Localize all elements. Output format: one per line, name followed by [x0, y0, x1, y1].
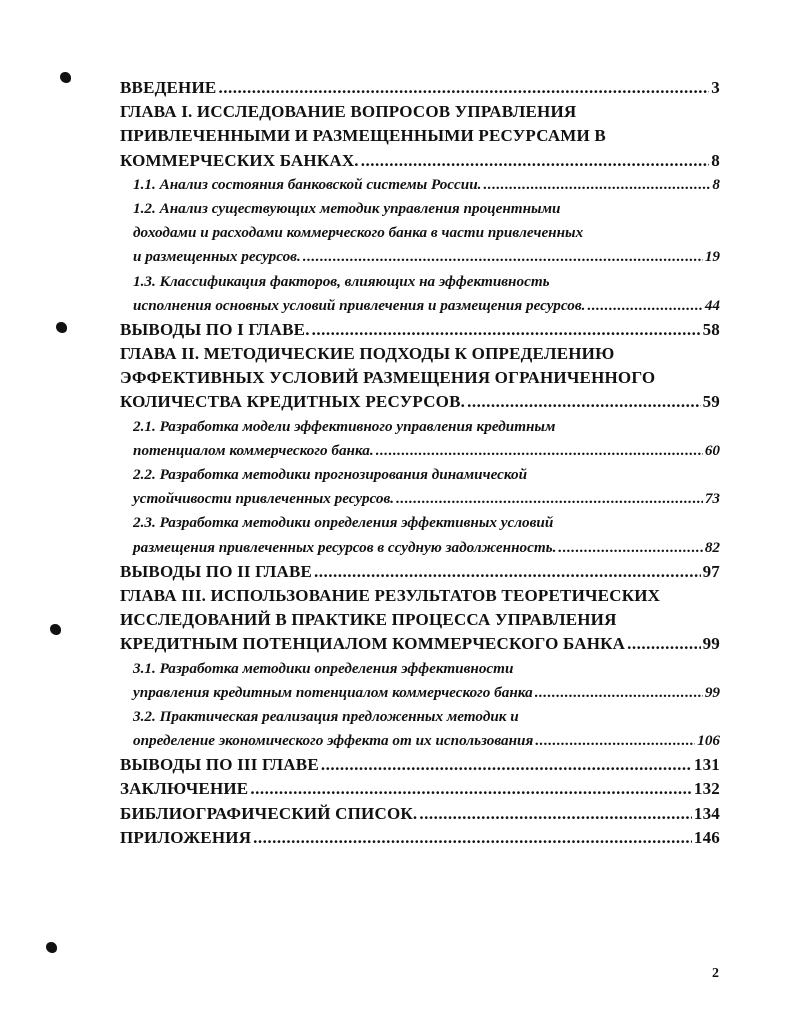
- toc-leader-dots: [535, 681, 703, 705]
- toc-chapter-line: [120, 777, 720, 801]
- toc-entry-text: 2.2. Разработка методики прогнозирования динамической: [133, 466, 528, 483]
- toc-entry-text: исполнения основных условий привлечения и размещения ресурсов.: [133, 296, 586, 314]
- ink-blot: [46, 942, 57, 953]
- toc-section-line: [120, 705, 720, 729]
- toc-entry-text: ВЫВОДЫ ПО III ГЛАВЕ: [120, 755, 319, 775]
- toc-leader-dots: [627, 632, 700, 656]
- toc-entry-text: КОЛИЧЕСТВА КРЕДИТНЫХ РЕСУРСОВ.: [120, 392, 466, 412]
- toc-section-line: [120, 415, 720, 439]
- toc-leader-dots: [218, 76, 709, 100]
- toc-entry-text: ВЫВОДЫ ПО I ГЛАВЕ.: [120, 319, 310, 339]
- toc-entry-text: ЗАКЛЮЧЕНИЕ: [120, 779, 249, 799]
- toc-section-line: [120, 221, 720, 245]
- toc-page-number: 106: [697, 732, 720, 750]
- toc-leader-dots: [376, 439, 703, 463]
- toc-chapter-line: [120, 390, 720, 414]
- toc-entry-text: БИБЛИОГРАФИЧЕСКИЙ СПИСОК.: [120, 803, 418, 823]
- toc-chapter-line: [120, 584, 720, 608]
- toc-page-number: 58: [702, 319, 720, 339]
- toc-section-line: [120, 729, 720, 753]
- toc-entry-text: ПРИЛОЖЕНИЯ: [120, 827, 252, 847]
- toc-entry-text: ПРИВЛЕЧЕННЫМИ И РАЗМЕЩЕННЫМИ РЕСУРСАМИ В: [120, 126, 606, 146]
- toc-page-number: 131: [693, 755, 720, 775]
- toc-section-line: [120, 439, 720, 463]
- toc-entry-text: устойчивости привлеченных ресурсов.: [133, 490, 395, 508]
- toc-entry-text: определение экономического эффекта от их использования: [133, 732, 534, 750]
- toc-entry-text: 2.1. Разработка модели эффективного управления кредитным: [133, 417, 556, 435]
- toc-entry-text: ГЛАВА I. ИССЛЕДОВАНИЕ ВОПРОСОВ УПРАВЛЕНИЯ: [120, 102, 577, 122]
- toc-section-line: [120, 536, 720, 560]
- toc-leader-dots: [558, 536, 702, 560]
- toc-page-number: 3: [711, 78, 720, 97]
- toc-page-number: 97: [702, 561, 720, 581]
- toc-chapter-line: [120, 149, 720, 173]
- toc-leader-dots: [314, 560, 701, 584]
- toc-entry-text: КРЕДИТНЫМ ПОТЕНЦИАЛОМ КОММЕРЧЕСКОГО БАНКА: [120, 634, 626, 654]
- toc-section-line: [120, 657, 720, 681]
- toc-page-number: 60: [704, 441, 720, 459]
- toc-entry-text: 3.1. Разработка методики определения эффективности: [133, 659, 514, 677]
- toc-page-number: 134: [693, 803, 720, 823]
- ink-blot: [56, 322, 67, 333]
- toc-entry-text: и размещенных ресурсов.: [133, 248, 301, 266]
- toc-section-line: [120, 245, 720, 269]
- toc-entry-text: КОММЕРЧЕСКИХ БАНКАХ.: [120, 150, 359, 170]
- toc-chapter-line: [120, 826, 720, 850]
- toc-leader-dots: [253, 826, 692, 850]
- toc-entry-text: ВЫВОДЫ ПО II ГЛАВЕ: [120, 561, 313, 581]
- toc-entry-text: 3.2. Практическая реализация предложенных методик и: [133, 707, 519, 725]
- toc-leader-dots: [303, 245, 703, 269]
- toc-page-number: 8: [712, 175, 720, 193]
- toc-entry-text: размещения привлеченных ресурсов в ссудную задолженность.: [133, 538, 557, 556]
- toc-entry-text: управления кредитным потенциалом коммерческого банка: [133, 683, 533, 701]
- toc-leader-dots: [312, 318, 701, 342]
- toc-chapter-line: [120, 632, 720, 656]
- toc-entry-text: ГЛАВА II. МЕТОДИЧЕСКИЕ ПОДХОДЫ К ОПРЕДЕЛЕНИЮ: [120, 344, 615, 364]
- toc-leader-dots: [419, 802, 692, 826]
- toc-leader-dots: [250, 777, 692, 801]
- toc-leader-dots: [467, 390, 701, 414]
- toc-entry-text: доходами и расходами коммерческого банка в части привлеченных: [133, 224, 584, 242]
- toc-chapter-line: [120, 366, 720, 390]
- toc-section-line: [120, 487, 720, 511]
- toc-entry-text: ИССЛЕДОВАНИЙ В ПРАКТИКЕ ПРОЦЕССА УПРАВЛЕНИЯ: [120, 610, 617, 630]
- page-number: 2: [712, 966, 719, 981]
- toc-leader-dots: [396, 487, 703, 511]
- toc-chapter-line: [120, 124, 720, 148]
- toc-section-line: [120, 270, 720, 294]
- toc-page-number: 99: [704, 683, 720, 701]
- toc-leader-dots: [587, 294, 702, 318]
- toc-entry-text: 1.3. Классификация факторов, влияющих на эффективность: [133, 272, 550, 290]
- toc-leader-dots: [321, 753, 692, 777]
- toc-entry-text: ВВЕДЕНИЕ: [120, 78, 217, 97]
- toc-leader-dots: [483, 173, 710, 197]
- toc-section-line: [120, 463, 720, 487]
- toc-page-number: 146: [693, 827, 720, 847]
- ink-blot: [50, 624, 61, 635]
- toc-chapter-line: [120, 76, 720, 100]
- toc-page-number: 82: [704, 538, 720, 556]
- toc-chapter-line: [120, 100, 720, 124]
- toc-chapter-line: [120, 802, 720, 826]
- toc-leader-dots: [361, 149, 710, 173]
- toc-entry-text: 1.2. Анализ существующих методик управления процентными: [133, 199, 561, 217]
- ink-blot: [60, 72, 71, 83]
- table-of-contents: [120, 76, 720, 850]
- toc-page-number: 8: [711, 150, 720, 170]
- toc-chapter-line: [120, 753, 720, 777]
- toc-entry-text: потенциалом коммерческого банка.: [133, 441, 374, 459]
- toc-chapter-line: [120, 318, 720, 342]
- toc-chapter-line: [120, 342, 720, 366]
- toc-entry-text: ЭФФЕКТИВНЫХ УСЛОВИЙ РАЗМЕЩЕНИЯ ОГРАНИЧЕННОГО: [120, 368, 656, 388]
- toc-page-number: 132: [693, 779, 720, 799]
- toc-section-line: [120, 511, 720, 535]
- toc-page-number: 59: [702, 392, 720, 412]
- toc-section-line: [120, 681, 720, 705]
- toc-entry-text: ГЛАВА III. ИСПОЛЬЗОВАНИЕ РЕЗУЛЬТАТОВ ТЕОРЕТИЧЕСКИХ: [120, 585, 661, 605]
- toc-page-number: 99: [702, 634, 720, 654]
- toc-section-line: [120, 173, 720, 197]
- toc-page-number: 19: [704, 248, 720, 266]
- toc-chapter-line: [120, 608, 720, 632]
- toc-entry-text: 1.1. Анализ состояния банковской системы России.: [133, 175, 482, 193]
- toc-leader-dots: [535, 729, 695, 753]
- toc-entry-text: 2.3. Разработка методики определения эффективных условий: [133, 514, 554, 532]
- toc-section-line: [120, 197, 720, 221]
- toc-page-number: 44: [704, 296, 720, 314]
- toc-section-line: [120, 294, 720, 318]
- toc-page-number: 73: [704, 490, 720, 508]
- toc-chapter-line: [120, 560, 720, 584]
